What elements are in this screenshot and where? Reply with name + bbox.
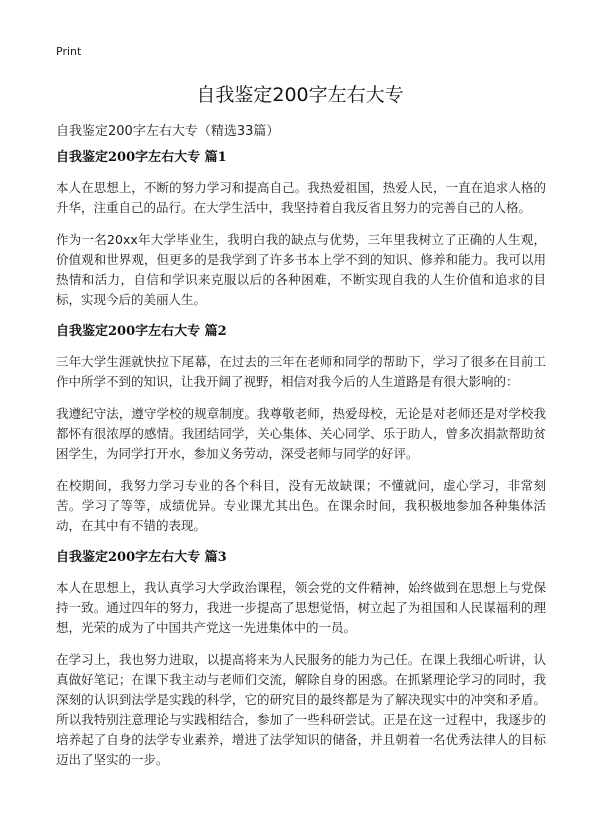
section-heading: 自我鉴定200字左右大专 篇3 — [56, 550, 227, 565]
section-heading: 自我鉴定200字左右大专 篇2 — [56, 324, 227, 339]
paragraph: 我遵纪守法，遵守学校的规章制度。我尊敬老师，热爱母校，无论是对老师还是对学校我都怀有很浓厚的感情。我团结同学，关心集体、关心同学、乐于助人，曾多次捐款帮助贫困学生，为同学打开水，参加义务劳动，深受老师与同学的好评。 — [56, 406, 546, 461]
section-1 — [56, 148, 546, 310]
paragraph: 本人在思想上，我认真学习大学政治课程，领会党的文件精神，始终做到在思想上与党保持一致。通过四年的努力，我进一步提高了思想觉悟，树立起了为祖国和人民谋福利的理想，光荣的成为了中国共产党这一先进集体中的一员。 — [56, 580, 546, 635]
section-2 — [56, 322, 546, 536]
document-content — [56, 148, 546, 782]
section-3 — [56, 548, 546, 770]
print-link[interactable]: Print — [56, 45, 82, 58]
paragraph: 本人在思想上，不断的努力学习和提高自己。我热爱祖国，热爱人民，一直在追求人格的升华，注重自己的品行。在大学生活中，我坚持着自我反省且努力的完善自己的人格。 — [56, 180, 546, 215]
paragraph: 作为一名20xx年大学毕业生，我明白我的缺点与优势，三年里我树立了正确的人生观，价值观和世界观，但更多的是我学到了许多书本上学不到的知识、修养和能力。我可以用热情和活力，自信和学识来克服以后的各种困难，不断实现自我的人生价值和追求的目标，实现今后的美丽人生。 — [56, 232, 546, 307]
paragraph: 在校期间，我努力学习专业的各个科目，没有无故缺课；不懂就问，虚心学习，非常刻苦。学习了等等，成绩优异。专业课尤其出色。在课余时间，我积极地参加各种集体活动，在其中有不错的表现。 — [56, 478, 546, 533]
page-title: 自我鉴定200字左右大专 — [196, 84, 404, 106]
section-heading: 自我鉴定200字左右大专 篇1 — [56, 150, 227, 165]
document-subtitle: 自我鉴定200字左右大专（精选33篇） — [56, 124, 280, 139]
paragraph: 在学习上，我也努力进取，以提高将来为人民服务的能力为己任。在课上我细心听讲，认真做好笔记；在课下我主动与老师们交流，解除自身的困惑。在抓紧理论学习的同时，我深刻的认识到法学是实践的科学，它的研究目的最终都是为了解决现实中的冲突和矛盾。所以我特别注意理论与实践相结合，参加了一些科研尝试。正是在这一过程中，我逐步的培养起了自身的法学专业素养，增进了法学知识的储备，并且朝着一名优秀法律人的目标迈出了坚实的一步。 — [56, 652, 546, 767]
paragraph: 三年大学生涯就快拉下尾幕，在过去的三年在老师和同学的帮助下，学习了很多在目前工作中所学不到的知识，让我开阔了视野，相信对我今后的人生道路是有很大影响的： — [56, 354, 546, 389]
